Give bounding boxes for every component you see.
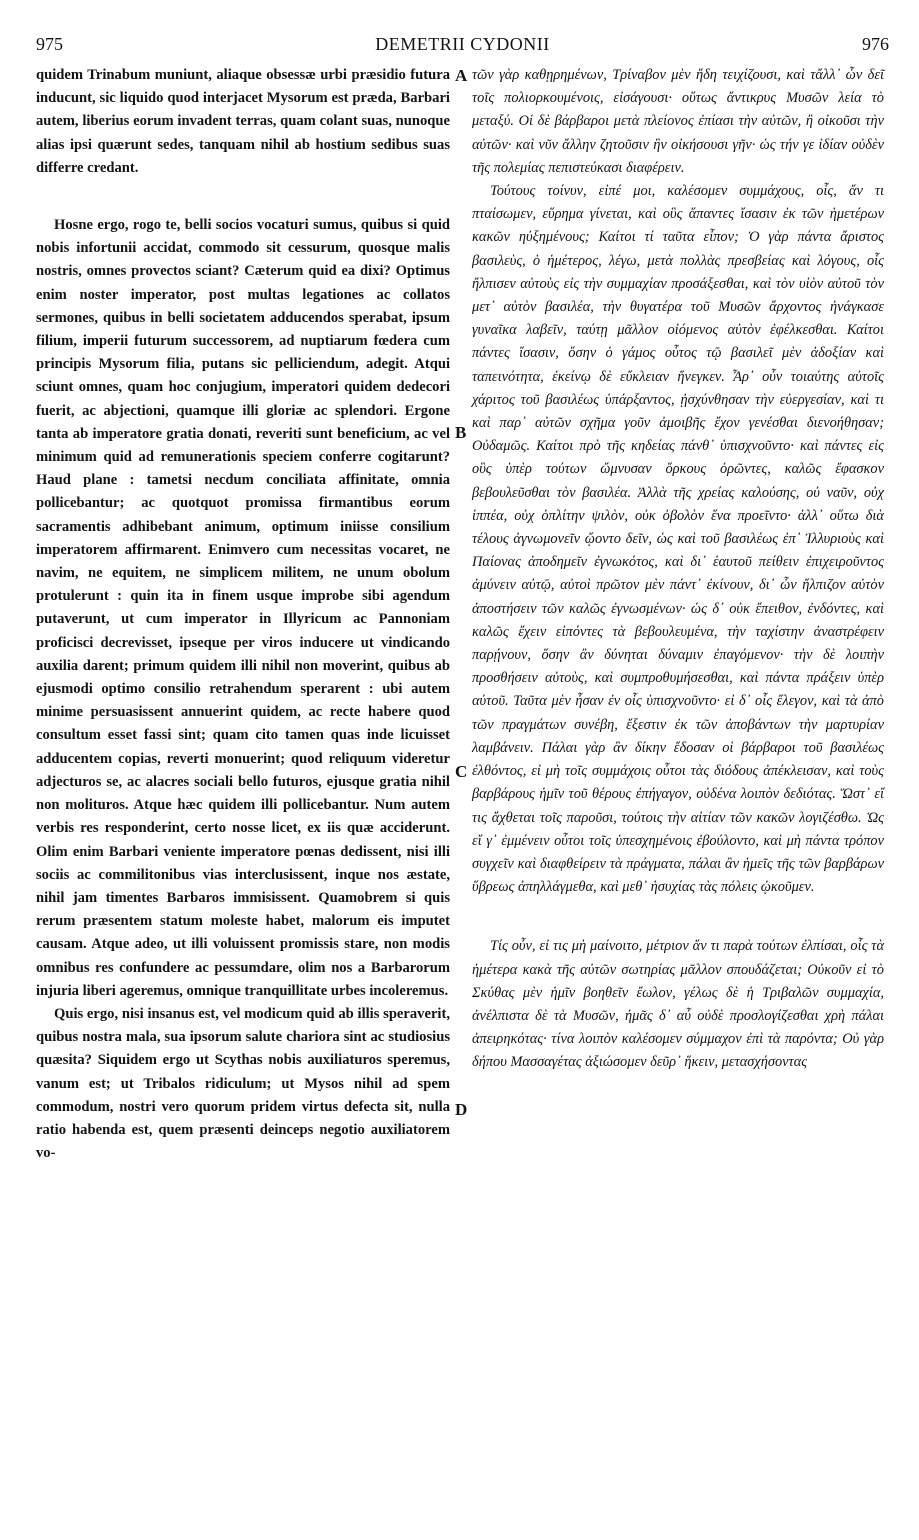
latin-paragraph-3: Quis ergo, nisi insanus est, vel modicum quid ab illis speraverit, quibus nostra mala, sua ipsorum salute chariora sint ac studiosius quæsita? Siquidem ergo ut Scythas nobis auxiliaturos speremus, vanum est; ut Tribalos ridiculum; ut Mysos nihil ad spem commodum, nostri vero quorum pridem virtus defecta sit, nulla ratio habenda est, quem præsenti deinceps negotio auxiliatorem vo- <box>36 1005 450 1162</box>
greek-paragraph-3: Τίς οὖν, εἰ τις μὴ μαίνοιτο, μέτριον ἄν τι παρὰ τούτων ἐλπίσαι, οἷς τὰ ἡμέτερα κακὰ τῆς αὐτῶν σωτηρίας μᾶλλον σπουδάζεται; Οὐκοῦν εἰ τὸ Σκύθας μὲν ἡμῖν βοηθεῖν ἔωλον, γέλως δὲ ἡ Τριβαλῶν συμμαχία, ἀνέλπιστα δὲ τὰ Μυσῶν, ἡμᾶς δ᾽ αὖ οὐδὲ προσλογίζεσθαι χρὴ πάλαι ἀπειρηκότας· τίνα λοιπὸν καλέσομεν σύμμαχον ἐπὶ τὰ παρόντα; Οὐ γὰρ δήπου Μασσαγέτας ἀξιώσομεν δεῦρ᾽ ἥκειν, μετασχήσοντας <box>472 938 884 1071</box>
page-number-right: 976 <box>862 34 889 54</box>
latin-column <box>36 64 450 1165</box>
page-number-left: 975 <box>36 34 63 54</box>
latin-paragraph-1: quidem Trinabum muniunt, aliaque obsessæ urbi præsidio futura inducunt, sic liquido quod interjacet Mysorum est præda, Barbari autem, liberius eorum invadent terras, quam colant suas, nunoque alias ipsi quærunt sedes, tanquam nihil ab hostium sedibus suas differre credant. <box>36 67 450 176</box>
paragraph-spacer <box>36 180 450 214</box>
section-marker-a: A <box>455 66 468 85</box>
running-title: DEMETRII CYDONII <box>375 34 550 54</box>
running-head <box>36 34 889 56</box>
section-marker-b: B <box>455 423 467 442</box>
section-marker-d: D <box>455 1100 468 1119</box>
greek-paragraph-2: Τούτους τοίνυν, εἰπέ μοι, καλέσομεν συμμάχους, οἷς, ἄν τι πταίσωμεν, εὕρημα γίνεται, καὶ οὓς ἅπαντες ἴσασιν ἐκ τῶν ἡμετέρων κακῶν ηὐξημένους; Καίτοι τί ταῦτα εἶπον; Ὁ γὰρ πάντα ἄριστος βασιλεὺς, ὁ ἡμέτερος, λέγω, μετὰ πολλὰς πρεσβείας καὶ λόγους, οἷς ἤλπισεν αὐτοὺς εἰς τὴν συμμαχίαν προσάξεσθαι, καὶ τὸν υἱὸν αὐτοῦ τὸν μετ᾽ αὐτὸν βασιλέα, τὴν θυγατέρα τοῦ Μυσῶν ἄρχοντος ἠνάγκασε γυναῖκα λαβεῖν, ταύτῃ μᾶλλον οἰόμενος αὐτὸν ἐφέλκεσθαι. Καίτοι πάντες ἴσασιν, ὅσην ὁ γάμος οὗτος τῷ βασιλεῖ μὲν ἀδοξίαν καὶ ταπεινότητα, ἐκείνῳ δὲ εὔκλειαν ἤνεγκεν. Ἆρ᾽ οὖν τοιαύτης αὐτοῖς χάριτος τοῦ βασιλέως ὑπάρξαντος, ᾐσχύνθησαν τὴν εὐεργεσίαν, καὶ τι καὶ παρ᾽ αὐτῶν σχῆμα γοῦν ἀμοιβῆς ἔχον γενέσθαι διενοήθησαν; Οὐδαμῶς. Καίτοι πρὸ τῆς κηδείας πάνθ᾽ ὑπισχνοῦντο· καὶ πάντες εἰς οὓς ὑπὲρ τούτων ὤμνυσαν ὅρκους ὁρῶντες, καλῶς ἔφασκον βεβουλεῦσθαι τὸν βασιλέα. Ἀλλὰ τῆς χρείας καλούσης, οὐ ναῦν, οὐχ ἱππέα, οὐχ ὁπλίτην ψιλὸν, οὐκ ὀβολὸν ἕνα προεῖντο· ἀλλ᾽ οὕτω διὰ τέλους ἀγνωμονεῖν ᾤοντο δεῖν, ὡς καὶ τοῦ βασιλέως ἐπ᾽ Ἰλλυριοὺς καὶ Παίονας ἀποδημεῖν ἐγνωκότος, καὶ δι᾽ ἑαυτοῦ πείθειν ἐπιχειροῦντος ἀμύνειν αὐτῷ, αὐτοὶ πρῶτον μὲν πάντ᾽ ἐκίνουν, δι᾽ ὧν ἤλπιζον αὐτὸν ἀποστήσειν τῶν καλῶς ἐγνωσμένων· ὡς δ᾽ οὐκ ἔπειθον, ἐνδόντες, καὶ καλῶς ἔχειν εἰπόντες τὰ βεβουλευμένα, τὴν ταχίστην ἀναστρέφειν παρῄνουν, ὅσην ἂν δύνηται δύναμιν ἐπαγόμενον· τὴν δὲ λοιπὴν προσθήσειν αὐτοὺς, καὶ συμπροθυμήσεσθαι, καὶ πάντα πράξειν ὑπὲρ αὐτοῦ. Ταῦτα μὲν ἦσαν ἐν οἷς ὑπισχνοῦντο· εἰ δ᾽ οἷς ἔλεγον, καὶ τὰ ἀπὸ τῶν πραγμάτων συνέβη, ἔξεστιν ἐκ τῶν ἀποβάντων τὴν μαρτυρίαν λαμβάνειν. Πάλαι γὰρ ἂν δίκην ἔδοσαν οἱ βάρβαροι τοῦ βασιλέως ἐλθόντος, εἰ μὴ τοῖς συμμάχοις οὗτοι τὰς διόδους ἀπέκλεισαν, καὶ τοὺς βαρβάρους ἡμῖν τοῦ θέρους ἐπήγαγον, οὐδένα λοιπὸν δεδιότας. Ὥστ᾽ εἴ τις ἄχθεται τοῖς παροῦσι, τούτοις τὴν αἰτίαν τῶν κακῶν λογιζέσθω. Ὡς εἴ γ᾽ ἐμμένειν οὗτοι τοῖς ὑπεσχημένοις ἐβούλοντο, καὶ μὴ πάντα τρόπον συγχεῖν καὶ διαφθείρειν τὰ πράγματα, πάλαι ἂν ἡμεῖς τῆς τῶν βαρβάρων ὕβρεως ἀπηλλάγμεθα, καὶ μεθ᾽ ἡσυχίας τὰς πόλεις ᾠκοῦμεν. <box>472 183 884 896</box>
greek-paragraph-1: τῶν γὰρ καθῃρημένων, Τρίναβον μὲν ἤδη τειχίζουσι, καὶ τἄλλ᾽ ὧν δεῖ τοῖς πολιορκουμένοις, εἰσάγουσι· οὕτως ἄντικρυς Μυσῶν λεία τὸ μεταξύ. Οἱ δὲ βάρβαροι μετὰ πλείονος ἐπίασι τὴν αὐτῶν, ἢ οἰκοῦσι τὴν αὐτῶν· καὶ νῦν ἄλλην ζητοῦσιν ἣν οἰκήσουσι γῆν· ὡς τήν γε ἰδίαν οὐδὲν τῆς πολεμίας πεπιστεύκασι διαφέρειν. <box>472 67 884 176</box>
latin-paragraph-2: Hosne ergo, rogo te, belli socios vocaturi sumus, quibus si quid nobis infortunii accidat, commodo sit cessurum, quosque malis nostris, omnes provectos sciant? Cæterum quid ea dixi? Optimus enim noster imperator, post multas legationes ac collatos sermones, quibus in belli societatem adducendos sperabat, ipsum filium, imperii futurum successorem, ad nuptiarum fœdera cum principis Mysorum filia, putans sic pelliciendum, adegit. Atqui sciunt omnes, quam hoc conjugium, imperatori quidem dedecori fuerit, ac abjectioni, quamque illi gloriæ ac splendori. Ergone tanta ab imperatore gratia donati, reveriti sunt beneficium, ac vel minimum quid ad remunerationis speciem conferre cogitarunt? Haud plane : tametsi necdum conciliata affinitate, omnia pollicebantur; ac quotquot promissa firmantibus eorum sacramentis adhibebant animum, optimum iniisse consilium imperatorem affirmarent. Enimvero cum necessitas vocaret, ne navim, ne equitem, ne simplicem militem, ne unum obolum protulerunt : quin ita in finem usque improbe sibi agendum putaverunt, ut cum imperator in Illyricum ac Pannoniam proficisci decrevisset, ipseque per viros inducere ut vindicando auxilia darent; primum quidem illi nihil non moverint, quibus ab ejusmodi optimo consilio retrahendum sperarent : ubi autem minime persuasissent annuerint quidem, ac recte habere quod consultum esset fassi sint; quam cito tamen quas inde licuisset adducentem copias, reverti monuerint; quod reliquum videretur adjecturos se, ac alacres sociali bello futuros, ejusque gratia nihil non molituros. Atque hæc quidem illi pollicebantur. Num autem verbis res responderint, certo nosse licet, ex iis quæ acciderunt. Olim enim Barbari veniente imperatore pœnas dedissent, nisi illi sociis ac commilitonibus vias interclusissent, inque nos æstate, nihil jam timentes Barbaros immisissent. Quamobrem si quis rerum præsentem statum moleste habet, malorum eis imputet causam. Atque adeo, ut illi voluissent promissis stare, non modis omnibus res confundere ac pessumdare, olim nos a Barbarorum injuria liberi ageremus, omnique tranquillitate urbes incoleremus. <box>36 217 450 999</box>
section-marker-c: C <box>455 762 468 781</box>
paragraph-spacer <box>472 899 884 935</box>
greek-column <box>472 64 884 1075</box>
